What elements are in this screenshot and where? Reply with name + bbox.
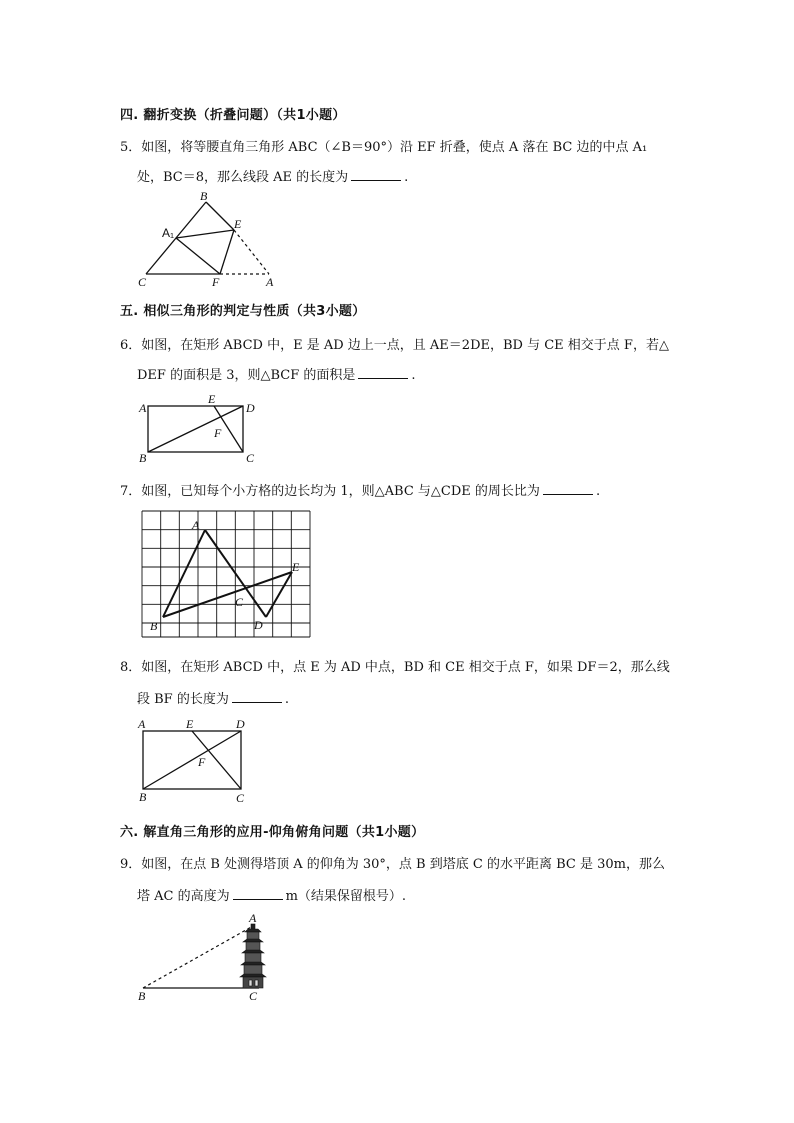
q5-period: . <box>404 170 409 185</box>
q7-line1 <box>120 480 600 499</box>
q8-line1: 8．如图，在矩形 ABCD 中，点 E 为 AD 中点，BD 和 CE 相交于点 F，如果 DF＝2，那么线 <box>120 660 670 675</box>
q8-line2 <box>137 688 289 707</box>
section-heading-5: 五. 相似三角形的判定与性质（共3小题） <box>120 304 366 319</box>
q9-line1: 9．如图，在点 B 处测得塔顶 A 的仰角为 30°，点 B 到塔底 C 的水平距离 BC 是 30m，那么 <box>120 857 665 872</box>
q8-label-A: A <box>138 717 146 731</box>
q8-label-C: C <box>236 791 245 805</box>
q6-line2 <box>137 364 416 383</box>
q5-text: 处，BC＝8，那么线段 AE 的长度为 <box>137 170 349 185</box>
q6-label-B: B <box>139 451 147 465</box>
q6-answer-blank[interactable] <box>358 368 408 379</box>
q5-label-E: E <box>234 217 242 231</box>
section-heading-6: 六. 解直角三角形的应用-仰角俯角问题（共1小题） <box>120 825 425 840</box>
q6-label-C: C <box>246 451 255 465</box>
q5-answer-blank[interactable] <box>351 170 401 181</box>
q7-label-E: E <box>292 560 300 574</box>
q9-text: 塔 AC 的高度为 <box>137 889 230 904</box>
q8-figure <box>136 714 262 808</box>
q5-label-B: B <box>200 189 208 203</box>
q7-period: . <box>595 484 601 499</box>
q9-figure <box>135 910 275 1006</box>
q8-label-D: D <box>236 717 245 731</box>
q6-figure <box>138 392 268 466</box>
q9-unit-note: m（结果保留根号）. <box>285 889 407 904</box>
q6-text: DEF 的面积是 3，则△BCF 的面积是 <box>137 368 356 383</box>
q9-label-B: B <box>138 989 146 1003</box>
q6-period: . <box>411 368 416 383</box>
q7-grid-figure <box>142 511 314 641</box>
q8-label-B: B <box>139 790 147 804</box>
q8-text: 段 BF 的长度为 <box>137 692 229 707</box>
q6-label-E: E <box>208 392 216 406</box>
q5-label-A: A <box>266 275 274 289</box>
q7-answer-blank[interactable] <box>543 484 593 495</box>
q5-figure <box>136 188 286 292</box>
q9-label-A: A <box>249 911 257 925</box>
q8-period: . <box>284 692 289 707</box>
q9-line2 <box>137 885 406 904</box>
q9-label-C: C <box>249 989 258 1003</box>
q5-label-C: C <box>138 275 147 289</box>
q8-answer-blank[interactable] <box>232 692 282 703</box>
q6-label-D: D <box>246 401 255 415</box>
q5-label-F: F <box>212 275 220 289</box>
q6-line1: 6．如图，在矩形 ABCD 中，E 是 AD 边上一点，且 AE＝2DE，BD 与 CE 相交于点 F，若△ <box>120 338 669 353</box>
section-heading-4: 四. 翻折变换（折叠问题）（共1小题） <box>120 108 346 123</box>
q8-label-F: F <box>198 755 206 769</box>
q5-label-A1: A₁ <box>162 226 175 240</box>
q7-label-D: D <box>254 618 263 632</box>
q8-label-E: E <box>186 717 194 731</box>
q6-label-A: A <box>139 401 147 415</box>
q7-text: 7．如图，已知每个小方格的边长均为 1，则△ABC 与△CDE 的周长比为 <box>120 484 540 499</box>
q9-answer-blank[interactable] <box>233 889 283 900</box>
q5-line1: 5．如图，将等腰直角三角形 ABC（∠B＝90°）沿 EF 折叠，使点 A 落在 BC 边的中点 A₁ <box>120 140 648 155</box>
q5-line2 <box>137 166 408 185</box>
q7-label-A: A <box>192 518 200 532</box>
q7-label-B: B <box>150 619 158 633</box>
pagoda-tower-icon <box>240 924 266 988</box>
q7-label-C: C <box>235 595 244 609</box>
q6-label-F: F <box>214 426 222 440</box>
